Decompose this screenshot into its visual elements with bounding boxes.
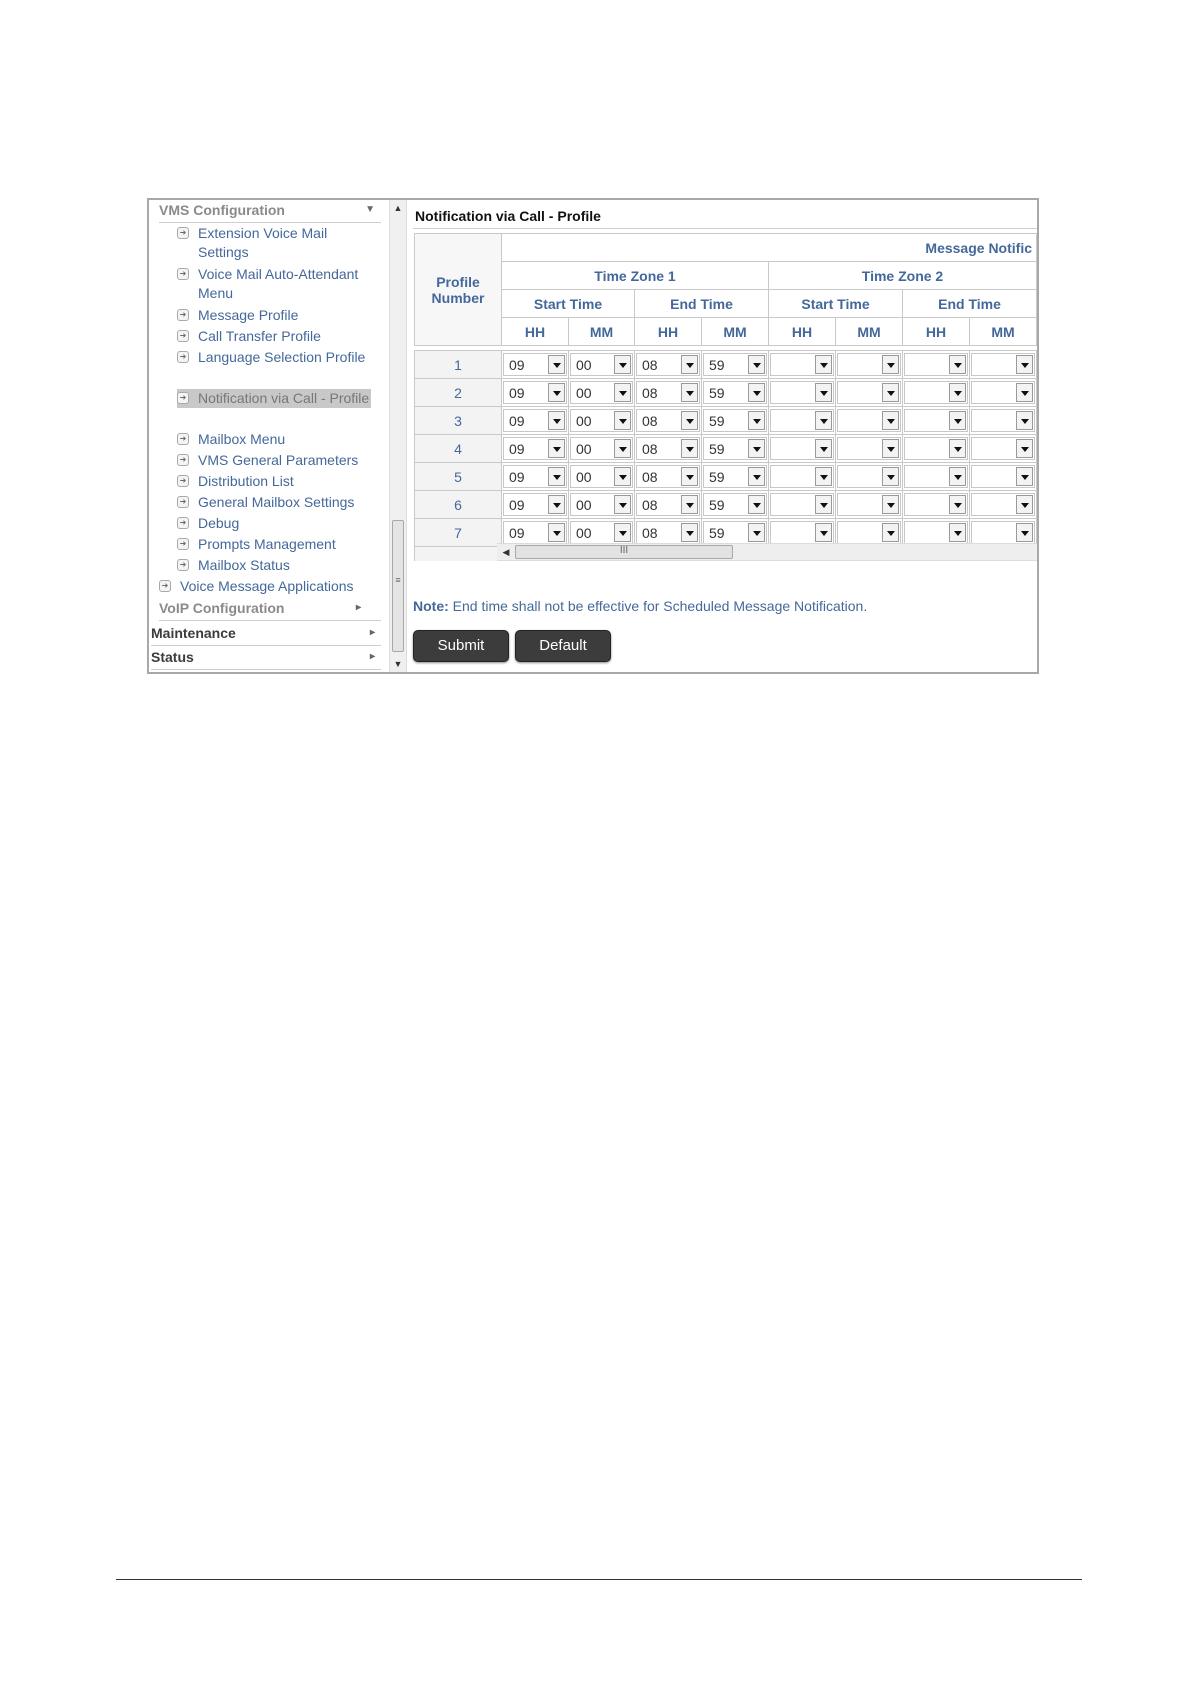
nav-item-vms-general-parameters[interactable]	[177, 451, 371, 470]
time-cell	[769, 379, 836, 407]
tz2-start-mm-select[interactable]	[837, 493, 901, 516]
tz1-start-hh-select[interactable]	[503, 437, 567, 460]
tz1-end-hh-select[interactable]	[636, 381, 700, 404]
tz2-start-mm-select[interactable]	[837, 381, 901, 404]
header-profile-number: Profile Number	[415, 234, 502, 346]
time-cell	[903, 491, 970, 519]
grip-icon: ≡	[395, 575, 401, 585]
select-value: 59	[709, 385, 725, 401]
dropdown-arrow-icon[interactable]	[548, 383, 565, 402]
nav-item-label: Notification via Call - Profile	[198, 390, 370, 406]
tz1-end-hh-select[interactable]	[636, 353, 700, 376]
dropdown-arrow-icon[interactable]	[1016, 495, 1033, 514]
select-value: 08	[642, 469, 658, 485]
arrow-right-icon: ➜	[177, 268, 189, 280]
header-mm: MM	[569, 318, 635, 346]
select-value: 59	[709, 413, 725, 429]
table-row	[415, 435, 1037, 463]
header-tz2-end-time: End Time	[903, 290, 1037, 318]
dropdown-arrow-icon[interactable]	[614, 439, 631, 458]
time-cell	[903, 463, 970, 491]
tz2-start-hh-select[interactable]	[770, 353, 834, 376]
select-value: 08	[642, 497, 658, 513]
arrow-right-icon: ➜	[159, 580, 171, 592]
header-tz1-end-time: End Time	[635, 290, 769, 318]
nav-item-label: Message Profile	[198, 307, 299, 323]
tz1-start-mm-select[interactable]	[570, 409, 633, 432]
chevron-right-icon: ▸	[369, 627, 375, 638]
page-footer-rule	[116, 1579, 1082, 1580]
scroll-thumb[interactable]	[515, 545, 733, 559]
profile-number-cell: 7	[415, 519, 502, 547]
nav-item-label: Mailbox Status	[198, 557, 290, 573]
tz1-end-mm-select[interactable]	[703, 493, 767, 516]
nav-item-debug[interactable]	[177, 514, 371, 533]
select-value: 09	[509, 469, 525, 485]
tz2-start-hh-select[interactable]	[770, 493, 834, 516]
dropdown-arrow-icon[interactable]	[815, 523, 832, 542]
dropdown-arrow-icon[interactable]	[882, 383, 899, 402]
time-cell	[903, 351, 970, 379]
dropdown-arrow-icon[interactable]	[681, 439, 698, 458]
arrow-right-icon: ➜	[177, 392, 189, 404]
dropdown-arrow-icon[interactable]	[882, 467, 899, 486]
nav-item-distribution-list[interactable]	[177, 472, 371, 491]
header-mm: MM	[702, 318, 769, 346]
profile-table-viewport	[414, 233, 1039, 561]
time-cell	[836, 463, 903, 491]
time-cell	[635, 463, 702, 491]
title-divider	[413, 228, 1039, 229]
tz1-start-mm-select[interactable]	[570, 493, 633, 516]
time-cell	[702, 491, 769, 519]
tz1-end-mm-select[interactable]	[703, 465, 767, 488]
profile-rows	[415, 351, 1037, 562]
dropdown-arrow-icon[interactable]	[548, 439, 565, 458]
page-title: Notification via Call - Profile	[415, 208, 601, 224]
tz2-start-hh-select[interactable]	[770, 437, 834, 460]
select-value: 09	[509, 357, 525, 373]
header-time-zone-1: Time Zone 1	[502, 262, 769, 290]
select-value: 00	[576, 525, 592, 541]
dropdown-arrow-icon[interactable]	[949, 355, 966, 374]
tz1-end-hh-select[interactable]	[636, 409, 700, 432]
dropdown-arrow-icon[interactable]	[1016, 411, 1033, 430]
time-cell	[836, 351, 903, 379]
time-cell	[769, 491, 836, 519]
table-row	[415, 491, 1037, 519]
time-cell	[970, 407, 1037, 435]
nav-item-voice-mail-auto-attendant-menu[interactable]	[177, 265, 371, 303]
time-cell	[502, 491, 569, 519]
dropdown-arrow-icon[interactable]	[815, 411, 832, 430]
dropdown-arrow-icon[interactable]	[614, 523, 631, 542]
select-value: 59	[709, 357, 725, 373]
tz2-end-mm-select[interactable]	[971, 381, 1035, 404]
dropdown-arrow-icon[interactable]	[949, 383, 966, 402]
dropdown-arrow-icon[interactable]	[882, 355, 899, 374]
nav-item-label: VMS General Parameters	[198, 452, 359, 468]
time-cell	[702, 463, 769, 491]
note-message: End time shall not be effective for Scheduled Message Notification.	[448, 598, 868, 614]
dropdown-arrow-icon[interactable]	[815, 467, 832, 486]
dropdown-arrow-icon[interactable]	[949, 467, 966, 486]
nav-item-label: Prompts Management	[198, 536, 336, 552]
tz1-start-hh-select[interactable]	[503, 465, 567, 488]
nav-section-label: VMS Configuration	[159, 202, 285, 218]
arrow-right-icon: ➜	[177, 309, 189, 321]
arrow-right-icon: ➜	[177, 538, 189, 550]
time-cell	[970, 379, 1037, 407]
dropdown-arrow-icon[interactable]	[681, 383, 698, 402]
time-cell	[569, 351, 635, 379]
tz2-end-hh-select[interactable]	[904, 521, 968, 544]
time-cell	[836, 407, 903, 435]
table-horizontal-scrollbar[interactable]	[497, 543, 1039, 561]
dropdown-arrow-icon[interactable]	[1016, 439, 1033, 458]
select-value: 09	[509, 385, 525, 401]
scroll-left-arrow-icon[interactable]: ◀	[502, 547, 510, 557]
time-cell	[635, 379, 702, 407]
tz1-end-mm-select[interactable]	[703, 353, 767, 376]
tz1-start-hh-select[interactable]	[503, 409, 567, 432]
submit-button[interactable]: Submit	[413, 630, 509, 662]
tz2-end-mm-select[interactable]	[971, 521, 1035, 544]
tz2-end-hh-select[interactable]	[904, 353, 968, 376]
nav-section-label: Maintenance	[151, 625, 236, 641]
tz2-start-mm-select[interactable]	[837, 521, 901, 544]
nav-item-extension-voice-mail-settings[interactable]	[177, 224, 371, 262]
select-value: 09	[509, 497, 525, 513]
tz1-end-hh-select[interactable]	[636, 521, 700, 544]
header-hh: HH	[635, 318, 702, 346]
tz1-end-mm-select[interactable]	[703, 409, 767, 432]
vms-config-window	[147, 198, 1039, 674]
tz1-end-hh-select[interactable]	[636, 493, 700, 516]
tz2-end-mm-select[interactable]	[971, 465, 1035, 488]
header-mm: MM	[970, 318, 1037, 346]
select-value: 00	[576, 413, 592, 429]
nav-item-voice-message-applications[interactable]	[159, 577, 379, 596]
dropdown-arrow-icon[interactable]	[548, 495, 565, 514]
select-value: 08	[642, 525, 658, 541]
select-value: 08	[642, 385, 658, 401]
nav-item-label: Debug	[198, 515, 240, 531]
time-cell	[502, 379, 569, 407]
dropdown-arrow-icon[interactable]	[681, 495, 698, 514]
tz1-start-mm-select[interactable]	[570, 353, 633, 376]
nav-section-label: Status	[151, 649, 194, 665]
time-cell	[903, 379, 970, 407]
dropdown-arrow-icon[interactable]	[681, 523, 698, 542]
tz2-start-mm-select[interactable]	[837, 409, 901, 432]
time-cell	[502, 463, 569, 491]
arrow-right-icon: ➜	[177, 351, 189, 363]
profile-number-cell: 4	[415, 435, 502, 463]
dropdown-arrow-icon[interactable]	[882, 495, 899, 514]
dropdown-arrow-icon[interactable]	[949, 523, 966, 542]
table-row	[415, 407, 1037, 435]
nav-item-label: Mailbox Menu	[198, 431, 286, 447]
nav-item-language-selection-profile[interactable]	[177, 348, 371, 367]
select-value: 00	[576, 497, 592, 513]
nav-item-label: Voice Message Applications	[180, 578, 354, 594]
arrow-right-icon: ➜	[177, 559, 189, 571]
dropdown-arrow-icon[interactable]	[815, 439, 832, 458]
nav-section-label: VoIP Configuration	[159, 600, 285, 616]
time-cell	[970, 463, 1037, 491]
tz1-start-mm-select[interactable]	[570, 437, 633, 460]
select-value: 00	[576, 385, 592, 401]
time-cell	[635, 351, 702, 379]
tz1-start-mm-select[interactable]	[570, 381, 633, 404]
nav-item-label: Distribution List	[198, 473, 294, 489]
nav-item-label: Call Transfer Profile	[198, 328, 321, 344]
dropdown-arrow-icon[interactable]	[681, 355, 698, 374]
tz2-end-hh-select[interactable]	[904, 437, 968, 460]
time-cell	[635, 435, 702, 463]
tz2-start-mm-select[interactable]	[837, 465, 901, 488]
profile-number-cell: 1	[415, 351, 502, 379]
tz1-start-hh-select[interactable]	[503, 381, 567, 404]
table-row	[415, 379, 1037, 407]
select-value: 00	[576, 441, 592, 457]
nav-item-prompts-management[interactable]	[177, 535, 371, 554]
profile-number-cell: 5	[415, 463, 502, 491]
tz1-end-mm-select[interactable]	[703, 521, 767, 544]
dropdown-arrow-icon[interactable]	[681, 467, 698, 486]
dropdown-arrow-icon[interactable]	[614, 411, 631, 430]
time-cell	[502, 435, 569, 463]
select-value: 59	[709, 441, 725, 457]
time-cell	[569, 463, 635, 491]
select-value: 08	[642, 413, 658, 429]
dropdown-arrow-icon[interactable]	[882, 523, 899, 542]
scroll-up-arrow-icon[interactable]: ▲	[393, 203, 403, 213]
dropdown-arrow-icon[interactable]	[815, 355, 832, 374]
tz1-end-mm-select[interactable]	[703, 381, 767, 404]
tz2-start-hh-select[interactable]	[770, 465, 834, 488]
tz2-start-hh-select[interactable]	[770, 381, 834, 404]
nav-item-label: Extension Voice Mail Settings	[198, 225, 328, 260]
arrow-right-icon: ➜	[177, 475, 189, 487]
arrow-right-icon: ➜	[177, 433, 189, 445]
dropdown-arrow-icon[interactable]	[548, 355, 565, 374]
dropdown-arrow-icon[interactable]	[1016, 355, 1033, 374]
select-value: 08	[642, 357, 658, 373]
arrow-right-icon: ➜	[177, 454, 189, 466]
grip-icon: III	[619, 545, 629, 556]
time-cell	[569, 379, 635, 407]
dropdown-arrow-icon[interactable]	[614, 355, 631, 374]
tz2-end-mm-select[interactable]	[971, 409, 1035, 432]
tz1-start-mm-select[interactable]	[570, 521, 633, 544]
arrow-right-icon: ➜	[177, 330, 189, 342]
time-cell	[836, 491, 903, 519]
dropdown-arrow-icon[interactable]	[614, 467, 631, 486]
dropdown-arrow-icon[interactable]	[949, 439, 966, 458]
dropdown-arrow-icon[interactable]	[748, 495, 765, 514]
dropdown-arrow-icon[interactable]	[748, 439, 765, 458]
nav-section-voip-configuration[interactable]	[159, 598, 381, 621]
tz1-start-hh-select[interactable]	[503, 353, 567, 376]
tz2-start-hh-select[interactable]	[770, 521, 834, 544]
nav-section-maintenance[interactable]	[151, 623, 381, 646]
header-message-notification: Message Notific	[502, 234, 1037, 262]
nav-vertical-scrollbar[interactable]	[389, 200, 407, 672]
time-cell	[569, 491, 635, 519]
table-row	[415, 351, 1037, 379]
scroll-thumb[interactable]	[392, 520, 404, 652]
select-value: 08	[642, 441, 658, 457]
select-value: 00	[576, 357, 592, 373]
profile-number-cell: 6	[415, 491, 502, 519]
time-cell	[769, 351, 836, 379]
tz1-start-hh-select[interactable]	[503, 521, 567, 544]
time-cell	[702, 407, 769, 435]
time-cell	[702, 435, 769, 463]
nav-item-message-profile[interactable]	[177, 306, 371, 325]
tz2-start-hh-select[interactable]	[770, 409, 834, 432]
time-cell	[836, 435, 903, 463]
dropdown-arrow-icon[interactable]	[614, 495, 631, 514]
nav-item-general-mailbox-settings[interactable]	[177, 493, 371, 512]
left-navigation	[149, 200, 387, 672]
select-value: 59	[709, 497, 725, 513]
nav-item-mailbox-menu[interactable]	[177, 430, 371, 449]
select-value: 09	[509, 441, 525, 457]
header-time-zone-2: Time Zone 2	[769, 262, 1037, 290]
nav-section-vms-configuration[interactable]	[159, 200, 381, 223]
time-cell	[702, 351, 769, 379]
dropdown-arrow-icon[interactable]	[882, 439, 899, 458]
dropdown-arrow-icon[interactable]	[548, 467, 565, 486]
note-text	[413, 598, 867, 614]
arrow-right-icon: ➜	[177, 517, 189, 529]
time-cell	[970, 491, 1037, 519]
dropdown-arrow-icon[interactable]	[815, 383, 832, 402]
main-panel	[411, 200, 1039, 672]
dropdown-arrow-icon[interactable]	[1016, 383, 1033, 402]
dropdown-arrow-icon[interactable]	[1016, 467, 1033, 486]
default-button[interactable]: Default	[515, 630, 611, 662]
time-cell	[569, 435, 635, 463]
header-hh: HH	[502, 318, 569, 346]
tz2-end-mm-select[interactable]	[971, 437, 1035, 460]
tz2-end-mm-select[interactable]	[971, 493, 1035, 516]
dropdown-arrow-icon[interactable]	[882, 411, 899, 430]
tz1-end-mm-select[interactable]	[703, 437, 767, 460]
profile-number-cell: 3	[415, 407, 502, 435]
header-hh: HH	[769, 318, 836, 346]
tz1-end-hh-select[interactable]	[636, 437, 700, 460]
chevron-right-icon: ▸	[369, 651, 375, 662]
notification-profile-table	[414, 233, 1037, 561]
profile-number-cell: 2	[415, 379, 502, 407]
time-cell	[970, 351, 1037, 379]
header-tz1-start-time: Start Time	[502, 290, 635, 318]
tz2-end-hh-select[interactable]	[904, 465, 968, 488]
time-cell	[635, 407, 702, 435]
time-cell	[970, 435, 1037, 463]
dropdown-arrow-icon[interactable]	[748, 523, 765, 542]
dropdown-arrow-icon[interactable]	[548, 523, 565, 542]
partial-cell	[415, 547, 502, 562]
select-value: 09	[509, 413, 525, 429]
time-cell	[903, 435, 970, 463]
scroll-down-arrow-icon[interactable]: ▼	[393, 659, 403, 669]
header-tz2-start-time: Start Time	[769, 290, 903, 318]
dropdown-arrow-icon[interactable]	[614, 383, 631, 402]
dropdown-arrow-icon[interactable]	[748, 355, 765, 374]
dropdown-arrow-icon[interactable]	[548, 411, 565, 430]
tz2-end-hh-select[interactable]	[904, 493, 968, 516]
tz2-start-mm-select[interactable]	[837, 437, 901, 460]
select-value: 09	[509, 525, 525, 541]
dropdown-arrow-icon[interactable]	[1016, 523, 1033, 542]
nav-item-notification-via-call-profile[interactable]	[177, 389, 371, 408]
dropdown-arrow-icon[interactable]	[949, 411, 966, 430]
arrow-right-icon: ➜	[177, 496, 189, 508]
select-value: 59	[709, 525, 725, 541]
nav-item-call-transfer-profile[interactable]	[177, 327, 371, 346]
time-cell	[702, 379, 769, 407]
nav-section-status[interactable]	[151, 647, 381, 670]
header-hh: HH	[903, 318, 970, 346]
time-cell	[769, 463, 836, 491]
chevron-down-icon: ▼	[365, 204, 375, 215]
time-cell	[903, 407, 970, 435]
tz1-start-mm-select[interactable]	[570, 465, 633, 488]
tz2-end-mm-select[interactable]	[971, 353, 1035, 376]
dropdown-arrow-icon[interactable]	[748, 411, 765, 430]
time-cell	[836, 379, 903, 407]
nav-item-mailbox-status[interactable]	[177, 556, 371, 575]
tz1-end-hh-select[interactable]	[636, 465, 700, 488]
tz2-end-hh-select[interactable]	[904, 381, 968, 404]
time-cell	[635, 491, 702, 519]
nav-item-label: Voice Mail Auto-Attendant Menu	[198, 266, 359, 301]
nav-item-label: General Mailbox Settings	[198, 494, 355, 510]
arrow-right-icon: ➜	[177, 227, 189, 239]
tz1-start-hh-select[interactable]	[503, 493, 567, 516]
nav-item-label: Language Selection Profile	[198, 349, 366, 365]
select-value: 59	[709, 469, 725, 485]
time-cell	[569, 407, 635, 435]
table-row	[415, 463, 1037, 491]
chevron-right-icon: ▸	[355, 602, 361, 613]
dropdown-arrow-icon[interactable]	[681, 411, 698, 430]
time-cell	[769, 407, 836, 435]
dropdown-arrow-icon[interactable]	[748, 383, 765, 402]
time-cell	[502, 407, 569, 435]
dropdown-arrow-icon[interactable]	[949, 495, 966, 514]
header-mm: MM	[836, 318, 903, 346]
tz2-end-hh-select[interactable]	[904, 409, 968, 432]
dropdown-arrow-icon[interactable]	[748, 467, 765, 486]
tz2-start-mm-select[interactable]	[837, 353, 901, 376]
dropdown-arrow-icon[interactable]	[815, 495, 832, 514]
select-value: 00	[576, 469, 592, 485]
time-cell	[502, 351, 569, 379]
note-label: Note:	[413, 598, 449, 614]
time-cell	[769, 435, 836, 463]
